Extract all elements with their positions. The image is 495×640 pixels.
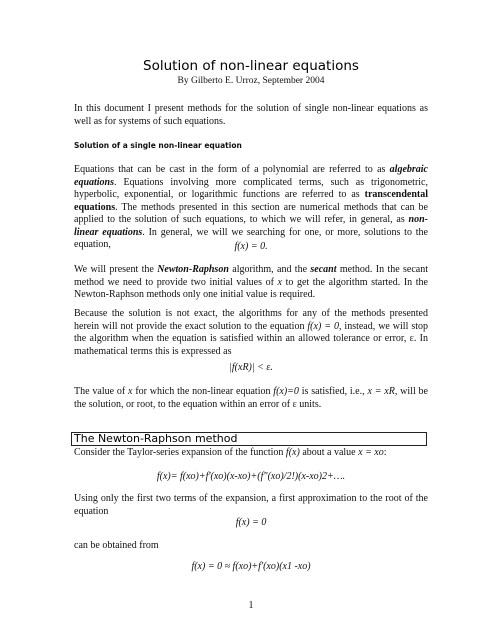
term-secant: secant — [310, 264, 337, 275]
paragraph-tolerance: Because the solution is not exact, the algorithms for any of the methods presented herein will not provide the exact solution to the equation f(x) = 0, instead, we will stop the algorithm when the equation is satisfied within an allowed tolerance or error, ε. In mathematical terms this is expressed as — [74, 308, 428, 357]
term-transcendental-equations: transcendental equations — [74, 189, 428, 213]
paragraph-methods-overview: We will present the Newton-Raphson algorithm, and the secant method. In the secant method we need to provide two initial values of x to get the algorithm started. In the Newton-Raphson methods only one initial value is required. — [74, 264, 429, 300]
term-non-linear-equations: non-linear equations — [74, 214, 428, 238]
equation-linear-approximation: f(x) = 0 ≈ f(xo)+f'(xo)(x1 -xo) — [191, 561, 311, 572]
term-algebraic-equations: algebraic equations — [74, 164, 428, 188]
section-heading-single-equation: Solution of a single non-linear equation — [74, 141, 242, 150]
document-page — [74, 0, 428, 640]
paragraph-obtained-from: can be obtained from — [74, 540, 159, 551]
intro-paragraph: In this document I present methods for the solution of single non-linear equations as well as for systems of such equations. — [74, 103, 428, 127]
term-newton-raphson: Newton-Raphson — [157, 264, 229, 275]
author-byline: By Gilberto E. Urroz, September 2004 — [177, 76, 325, 86]
section-heading-newton-raphson: The Newton-Raphson method — [71, 432, 427, 446]
paragraph-taylor-series: Consider the Taylor-series expansion of the function f(x) about a value x = xo: — [74, 447, 387, 458]
document-title: Solution of non-linear equations — [143, 58, 359, 74]
paragraph-equation-types: Equations that can be cast in the form of a polynomial are referred to as algebraic equations. Equations involving more complicated terms, such as trigonometric, hyperbolic, exponential, or logarithmic functions are referred to as transcendental equations. The methods presented in this section are numerical methods that can be applied to the solution of such equations, to which we will refer, in general, as non-linear equations. In general, we will we searching for one, or more, solutions to the equation, — [74, 164, 428, 250]
equation-taylor-expansion: f(x)= f(xo)+f'(xo)(x-xo)+(f"(xo)/2!)(x-xo)2+…. — [156, 471, 346, 482]
equation-tolerance: |f(xR)| < ε. — [229, 362, 273, 373]
equation-f-x-zero-2: f(x) = 0 — [235, 517, 267, 528]
paragraph-root-definition: The value of x for which the non-linear equation f(x)=0 is satisfied, i.e., x = xR, will be the solution, or root, to the equation within an error of ε units. — [74, 386, 428, 410]
page-number: 1 — [248, 600, 254, 611]
paragraph-first-approximation: Using only the first two terms of the expansion, a first approximation to the root of the equation — [74, 493, 428, 517]
equation-f-x-zero: f(x) = 0. — [234, 241, 268, 252]
